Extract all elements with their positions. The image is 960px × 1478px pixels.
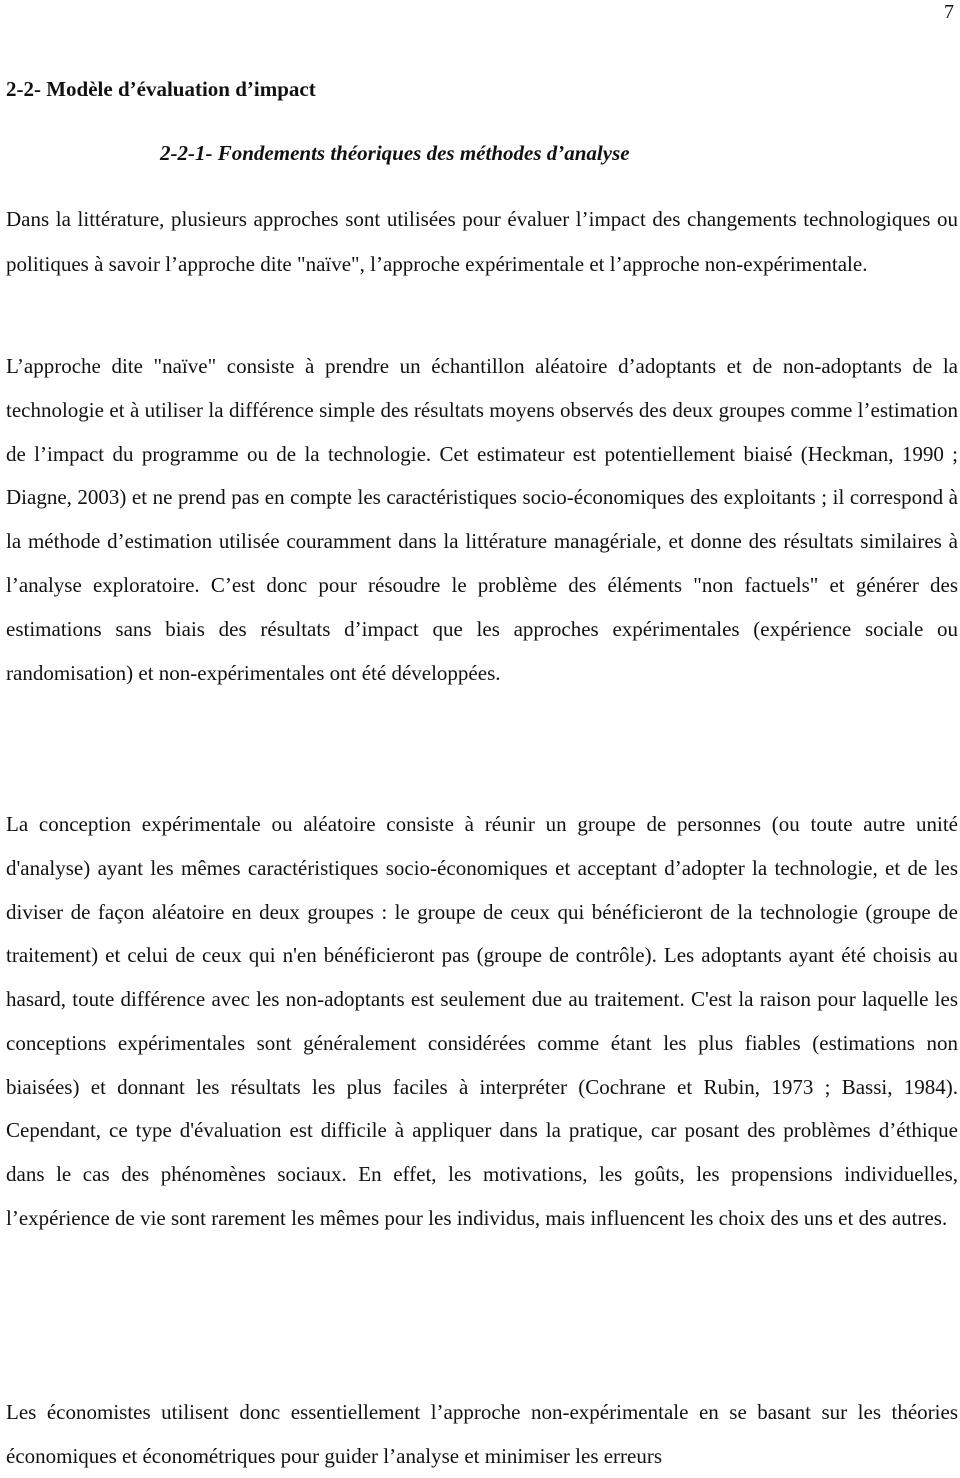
paragraph-approaches-overview: Dans la littérature, plusieurs approches sont utilisées pour évaluer l’impact des changements technologiques ou politiques à savoir l’approche dite "naïve", l’approche expérimentale et l’approche non-expérimentale. (6, 207, 958, 276)
subsection-heading: 2-2-1- Fondements théoriques des méthodes d’analyse (160, 141, 630, 165)
paragraph-non-experimental-approach: Les économistes utilisent donc essentiellement l’approche non-expérimentale en se basant sur les théories économiques et économétriques pour guider l’analyse et minimiser les erreurs (6, 1400, 958, 1468)
paragraph-experimental-design: La conception expérimentale ou aléatoire consiste à réunir un groupe de personnes (ou toute autre unité d'analyse) ayant les mêmes caractéristiques socio-économiques et acceptant d’adopter la technologie, et de les diviser de façon aléatoire en deux groupes : le groupe de ceux qui bénéficieront de la technologie (groupe de traitement) et celui de ceux qui n'en bénéficieront pas (groupe de contrôle). Les adoptants ayant été choisis au hasard, toute différence avec les non-adoptants est seulement due au traitement. C'est la raison pour laquelle les conceptions expérimentales sont généralement considérées comme étant les plus fiables (estimations non biaisées) et donnant les résultats les plus faciles à interpréter (Cochrane et Rubin, 1973 ; Bassi, 1984). Cependant, ce type d'évaluation est difficile à appliquer dans la pratique, car posant des problèmes d’éthique dans le cas des phénomènes sociaux. En effet, les motivations, les goûts, les propensions individuelles, l’expérience de vie sont rarement les mêmes pour les individus, mais influencent les choix des uns et des autres. (6, 812, 958, 1230)
page-number: 7 (944, 1, 954, 23)
paragraph-naive-approach: L’approche dite "naïve" consiste à prendre un échantillon aléatoire d’adoptants et de non-adoptants de la technologie et à utiliser la différence simple des résultats moyens observés des deux groupes comme l’estimation de l’impact du programme ou de la technologie. Cet estimateur est potentiellement biaisé (Heckman, 1990 ; Diagne, 2003) et ne prend pas en compte les caractéristiques socio-économiques des exploitants ; il correspond à la méthode d’estimation utilisée couramment dans la littérature managériale, et donne des résultats similaires à l’analyse exploratoire. C’est donc pour résoudre le problème des éléments "non factuels" et générer des estimations sans biais des résultats d’impact que les approches expérimentales (expérience sociale ou randomisation) et non-expérimentales ont été développées. (6, 354, 958, 685)
section-heading: 2-2- Modèle d’évaluation d’impact (6, 77, 316, 101)
